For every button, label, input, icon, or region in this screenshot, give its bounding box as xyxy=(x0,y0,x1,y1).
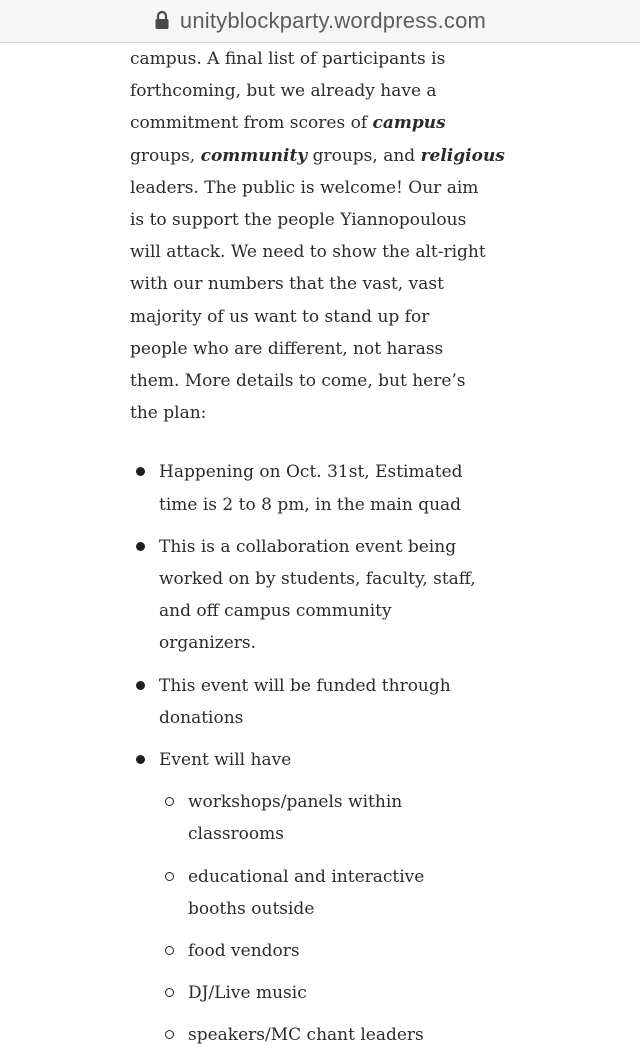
hollow-bullet-icon xyxy=(165,872,174,881)
address-bar[interactable] xyxy=(0,0,640,43)
sub-list-item: DJ/Live music xyxy=(130,977,470,1009)
intro-paragraph xyxy=(130,43,505,429)
list-item: Event will have xyxy=(130,744,470,776)
intro-line: will attack. We need to show the alt-right xyxy=(130,242,486,263)
intro-line: people who are different, not harass xyxy=(130,338,444,359)
sub-list-item: workshops/panels within classrooms xyxy=(130,786,470,850)
article-body xyxy=(130,43,505,1052)
intro-line: forthcoming, but we already have a xyxy=(130,81,437,102)
intro-line: leaders. The public is welcome! Our aim xyxy=(130,177,479,198)
intro-line: campus. A final list of participants is xyxy=(130,49,446,69)
sub-list-item: educational and interactive booths outside xyxy=(130,861,470,925)
bullet-icon xyxy=(136,542,145,551)
intro-line: groups, community groups, and religious xyxy=(130,145,505,166)
list-item: Happening on Oct. 31st, Estimated time is 2 to 8 pm, in the main quad xyxy=(130,456,470,520)
list-item: This is a collaboration event being worked on by students, faculty, staff, and off campus community organizers. xyxy=(130,531,470,660)
url-text: unityblockparty.wordpress.com xyxy=(179,8,487,33)
sub-list-item: food vendors xyxy=(130,935,470,967)
event-features-list xyxy=(130,786,470,1051)
sub-list-item: speakers/MC chant leaders xyxy=(130,1019,470,1051)
intro-line: with our numbers that the vast, vast xyxy=(130,274,444,295)
plan-list xyxy=(130,456,476,776)
intro-line: the plan: xyxy=(130,403,207,424)
intro-line: commitment from scores of campus xyxy=(130,113,446,134)
intro-line: is to support the people Yiannopoulous xyxy=(130,210,467,231)
lock-icon xyxy=(154,10,170,30)
intro-line: majority of us want to stand up for xyxy=(130,306,430,327)
intro-line: them. More details to come, but here’s xyxy=(130,371,466,392)
bullet-icon xyxy=(136,681,145,690)
hollow-bullet-icon xyxy=(165,946,174,955)
bullet-icon xyxy=(136,755,145,764)
emphasis-campus: campus xyxy=(372,113,446,134)
emphasis-community: community xyxy=(200,145,308,166)
emphasis-religious: religious xyxy=(420,145,505,166)
list-item: This event will be funded through donations xyxy=(130,670,470,734)
